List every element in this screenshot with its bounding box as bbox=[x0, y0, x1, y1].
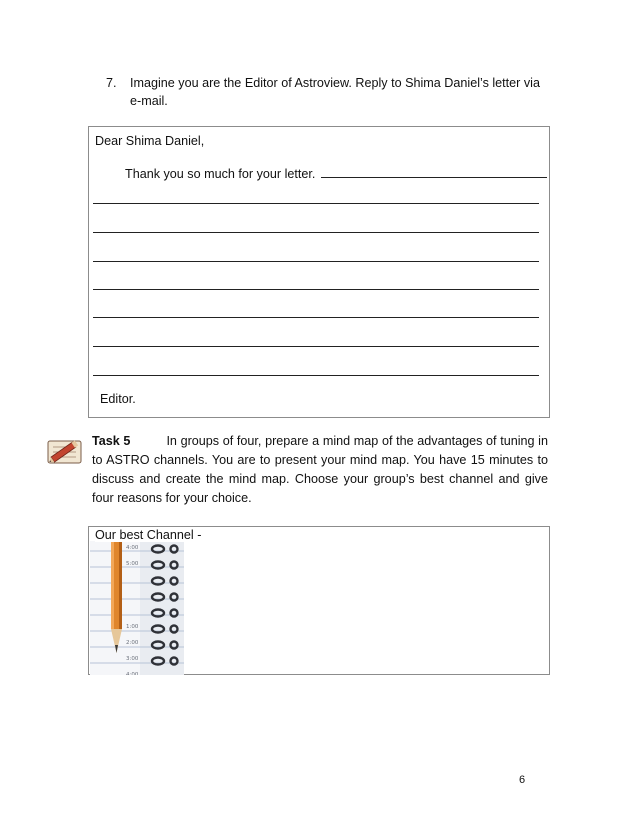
question-text: Imagine you are the Editor of Astroview. Reply to Shima Daniel’s letter via e-mail. bbox=[130, 76, 540, 108]
writing-line[interactable] bbox=[93, 261, 539, 262]
writing-line[interactable] bbox=[93, 317, 539, 318]
time-label: 4:00 bbox=[126, 672, 139, 675]
question-number: 7. bbox=[106, 76, 117, 90]
task-5 bbox=[92, 432, 548, 508]
letter-greeting: Dear Shima Daniel, bbox=[95, 134, 205, 148]
time-label: 1:00 bbox=[126, 624, 139, 630]
time-label: 4:00 bbox=[126, 545, 139, 551]
writing-line[interactable] bbox=[93, 346, 539, 347]
notebook-pencil-image bbox=[90, 541, 184, 675]
writing-line[interactable] bbox=[93, 289, 539, 290]
letter-opening-text: Thank you so much for your letter. bbox=[125, 167, 316, 181]
pencil-paper-icon bbox=[44, 436, 86, 466]
writing-line[interactable] bbox=[93, 203, 539, 204]
task-label: Task 5 bbox=[92, 434, 131, 448]
page-number: 6 bbox=[519, 774, 526, 786]
task-instructions: In groups of four, prepare a mind map of the advantages of tuning in to ASTRO channels. You are to present your mind map. You have 15 minutes to discuss and create the mind map. Choose your group’s best channel and give four reasons for your choice. bbox=[92, 434, 548, 505]
time-label: 2:00 bbox=[126, 640, 139, 646]
opening-blank[interactable] bbox=[321, 165, 547, 178]
best-channel-box[interactable] bbox=[88, 526, 550, 675]
letter-box bbox=[88, 126, 550, 418]
writing-line[interactable] bbox=[93, 375, 539, 376]
time-label: 3:00 bbox=[126, 656, 139, 662]
best-channel-label: Our best Channel - bbox=[95, 528, 202, 542]
letter-opening-line bbox=[125, 165, 547, 181]
letter-signoff: Editor. bbox=[100, 392, 136, 406]
time-label: 5:00 bbox=[126, 561, 139, 567]
writing-line[interactable] bbox=[93, 232, 539, 233]
